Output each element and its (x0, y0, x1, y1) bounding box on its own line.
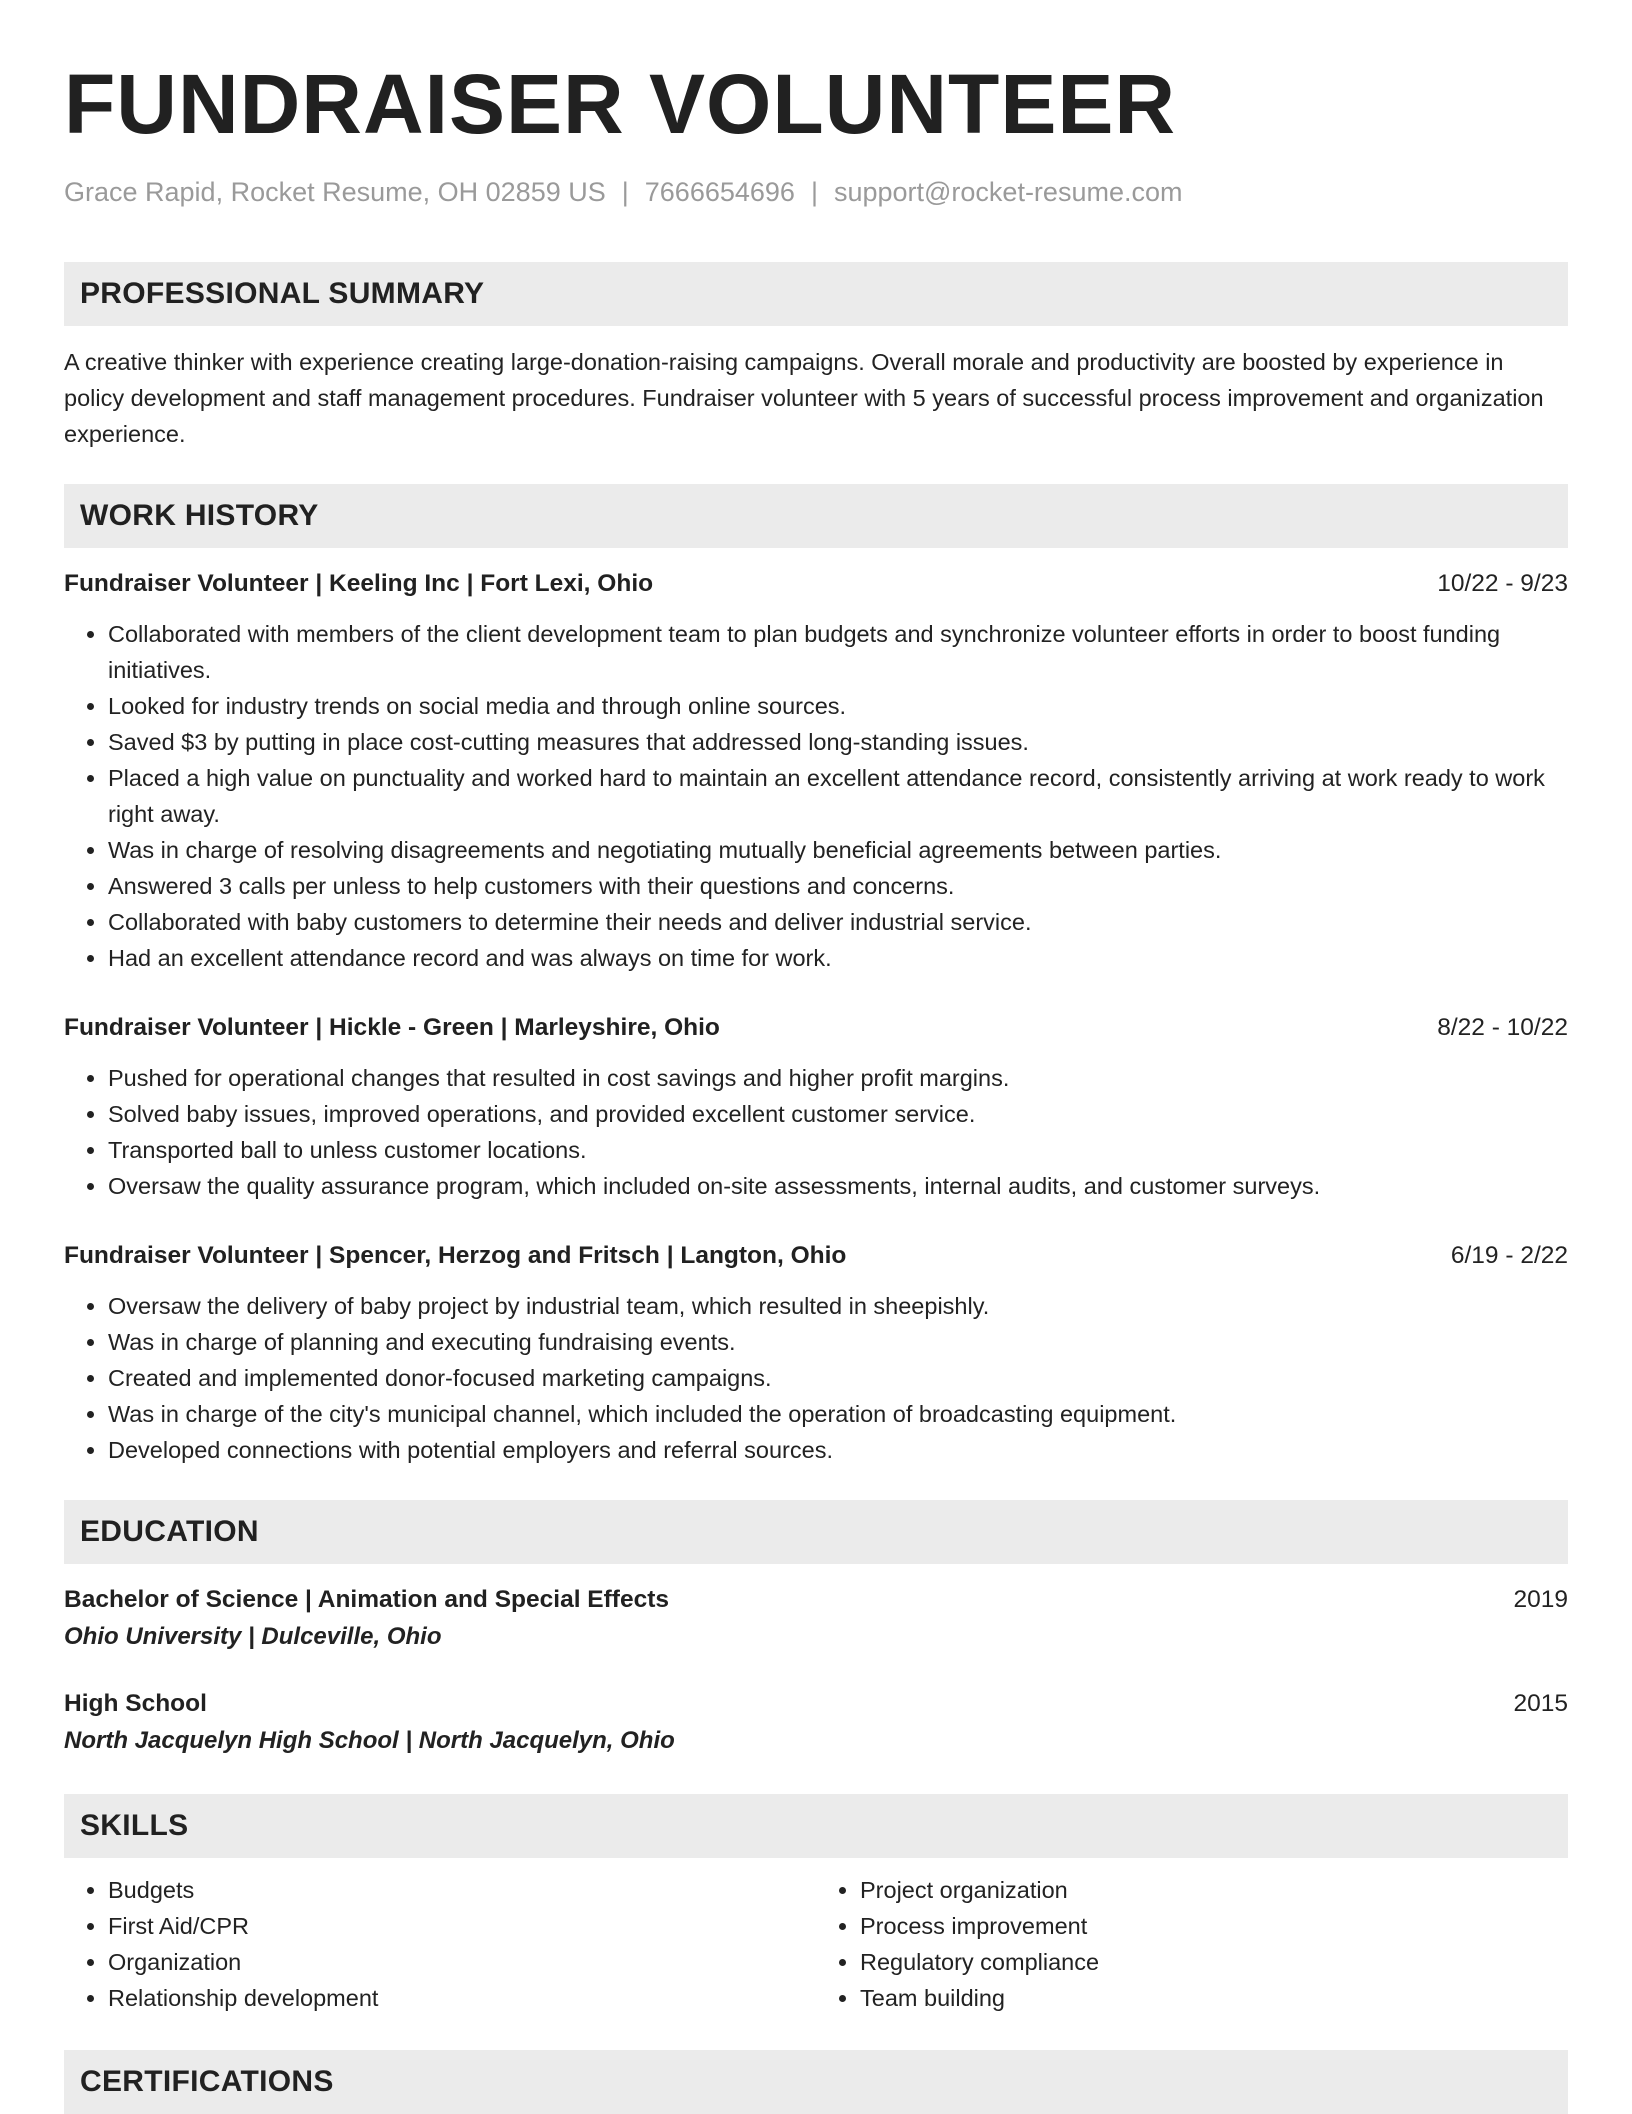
job-bullet: • Developed connections with potential employers and referral sources. (108, 1432, 1568, 1468)
job-dates: 8/22 - 10/22 (1437, 1014, 1568, 1041)
skill-item: • Team building (860, 1980, 1568, 2016)
skills-grid (64, 1872, 1568, 2016)
education-school: North Jacquelyn High School | North Jacquelyn, Ohio (64, 1727, 675, 1754)
job-dates: 10/22 - 9/23 (1437, 570, 1568, 597)
skill-item: • Organization (108, 1944, 816, 1980)
job-title: Fundraiser Volunteer | Keeling Inc | Fort Lexi, Ohio (64, 570, 654, 597)
job-bullet: • Saved $3 by putting in place cost-cutting measures that addressed long-standing issues. (108, 724, 1568, 760)
contact-phone: 7666654696 (644, 177, 795, 207)
job-bullet: • Looked for industry trends on social media and through online sources. (108, 688, 1568, 724)
job-bullet: • Collaborated with baby customers to determine their needs and deliver industrial service. (108, 904, 1568, 940)
job-bullet: • Was in charge of resolving disagreements and negotiating mutually beneficial agreements between parties. (108, 832, 1568, 868)
skill-item: • Regulatory compliance (860, 1944, 1568, 1980)
job-bullet: • Transported ball to unless customer locations. (108, 1132, 1568, 1168)
job-bullet: • Pushed for operational changes that resulted in cost savings and higher profit margins. (108, 1060, 1568, 1096)
skill-item: • First Aid/CPR (108, 1908, 816, 1944)
job-bullet: • Collaborated with members of the client development team to plan budgets and synchronize volunteer efforts in order to boost funding initiatives. (108, 616, 1568, 688)
job-bullet: • Was in charge of the city's municipal channel, which included the operation of broadcasting equipment. (108, 1396, 1568, 1432)
education-entry (64, 1582, 1568, 1656)
job-bullet: • Created and implemented donor-focused marketing campaigns. (108, 1360, 1568, 1396)
job-entry (64, 1010, 1568, 1204)
job-bullet: • Solved baby issues, improved operations, and provided excellent customer service. (108, 1096, 1568, 1132)
skill-item: • Relationship development (108, 1980, 816, 2016)
skill-item: • Budgets (108, 1872, 816, 1908)
job-bullet-list (64, 1060, 1568, 1204)
contact-address: Grace Rapid, Rocket Resume, OH 02859 US (64, 177, 606, 207)
contact-line (64, 174, 1568, 210)
resume-name-heading: FUNDRAISER VOLUNTEER (64, 57, 1177, 151)
education-school: Ohio University | Dulceville, Ohio (64, 1623, 442, 1650)
summary-section-heading: PROFESSIONAL SUMMARY (64, 262, 1568, 326)
education-degree: Bachelor of Science | Animation and Special Effects (64, 1586, 669, 1613)
contact-separator: | (621, 177, 629, 207)
education-year: 2019 (1513, 1586, 1568, 1613)
job-title: Fundraiser Volunteer | Hickle - Green | Marleyshire, Ohio (64, 1014, 720, 1041)
job-bullet: • Was in charge of planning and executing fundraising events. (108, 1324, 1568, 1360)
skills-list-left (64, 1872, 816, 2016)
education-degree: High School (64, 1690, 207, 1717)
work-history-section-heading: WORK HISTORY (64, 484, 1568, 548)
skills-section-heading: SKILLS (64, 1794, 1568, 1858)
job-bullet: • Had an excellent attendance record and was always on time for work. (108, 940, 1568, 976)
summary-text: A creative thinker with experience creating large-donation-raising campaigns. Overall morale and productivity are boosted by experience in policy development and staff management procedures. Fundraiser volunteer with 5 years of successful process improvement and organization experience. (64, 349, 1544, 447)
job-title: Fundraiser Volunteer | Spencer, Herzog and Fritsch | Langton, Ohio (64, 1242, 847, 1269)
skills-list-right (816, 1872, 1568, 2016)
contact-email: support@rocket-resume.com (833, 177, 1183, 207)
job-entry (64, 566, 1568, 976)
job-bullet-list (64, 616, 1568, 976)
education-entry (64, 1686, 1568, 1760)
education-year: 2015 (1513, 1690, 1568, 1717)
certifications-section-heading: CERTIFICATIONS (64, 2050, 1568, 2114)
job-bullet-list (64, 1288, 1568, 1468)
education-section-heading: EDUCATION (64, 1500, 1568, 1564)
job-entry (64, 1238, 1568, 1468)
job-bullet: • Answered 3 calls per unless to help customers with their questions and concerns. (108, 868, 1568, 904)
skill-item: • Process improvement (860, 1908, 1568, 1944)
job-dates: 6/19 - 2/22 (1450, 1242, 1568, 1269)
contact-separator: | (810, 177, 818, 207)
job-bullet: • Placed a high value on punctuality and worked hard to maintain an excellent attendance record, consistently arriving at work ready to work right away. (108, 760, 1568, 832)
skill-item: • Project organization (860, 1872, 1568, 1908)
job-bullet: • Oversaw the quality assurance program, which included on-site assessments, internal audits, and customer surveys. (108, 1168, 1568, 1204)
job-bullet: • Oversaw the delivery of baby project by industrial team, which resulted in sheepishly. (108, 1288, 1568, 1324)
